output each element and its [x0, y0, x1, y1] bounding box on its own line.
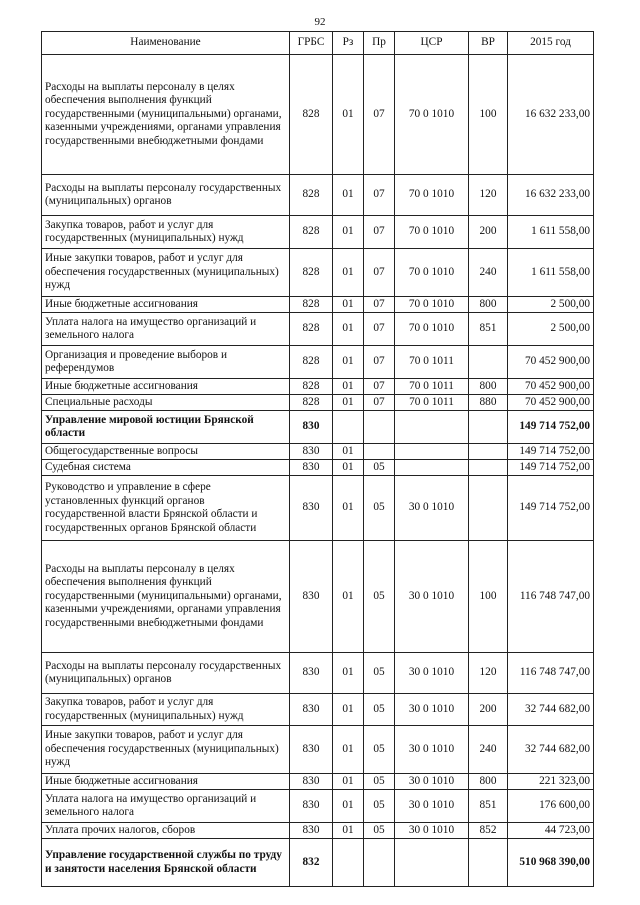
cell-name: Управление мировой юстиции Брянской области: [42, 411, 290, 444]
page-number: 92: [314, 16, 326, 28]
cell-rz: 01: [333, 379, 364, 395]
cell-amount: 116 748 747,00: [508, 541, 594, 653]
table-row: [42, 790, 594, 823]
cell-csr: 30 0 1010: [395, 541, 469, 653]
cell-csr: 30 0 1010: [395, 823, 469, 839]
cell-grbs: 830: [290, 411, 333, 444]
header-rz: Рз: [333, 32, 364, 55]
cell-rz: 01: [333, 175, 364, 216]
cell-vr: [469, 444, 508, 460]
cell-rz: 01: [333, 395, 364, 411]
cell-name: Организация и проведение выборов и референдумов: [42, 346, 290, 379]
cell-amount: 2 500,00: [508, 297, 594, 313]
cell-pr: 07: [364, 395, 395, 411]
cell-name: Уплата прочих налогов, сборов: [42, 823, 290, 839]
cell-name: Расходы на выплаты персоналу в целях обеспечения выполнения функций государственными (муниципальными) органами, казенными учреждениями, органами управления государственными внебюджетными фондами: [42, 541, 290, 653]
table-header-row: [42, 32, 594, 55]
cell-amount: 2 500,00: [508, 313, 594, 346]
cell-rz: 01: [333, 653, 364, 694]
cell-csr: 70 0 1010: [395, 55, 469, 175]
cell-amount: 149 714 752,00: [508, 411, 594, 444]
cell-amount: 32 744 682,00: [508, 726, 594, 774]
table-row: [42, 379, 594, 395]
cell-grbs: 830: [290, 823, 333, 839]
header-amount: 2015 год: [508, 32, 594, 55]
cell-vr: [469, 460, 508, 476]
cell-amount: 70 452 900,00: [508, 379, 594, 395]
cell-csr: [395, 444, 469, 460]
cell-vr: [469, 346, 508, 379]
cell-csr: 30 0 1010: [395, 726, 469, 774]
cell-rz: 01: [333, 726, 364, 774]
cell-rz: 01: [333, 823, 364, 839]
cell-amount: 16 632 233,00: [508, 175, 594, 216]
cell-vr: 851: [469, 790, 508, 823]
cell-name: Расходы на выплаты персоналу в целях обеспечения выполнения функций государственными (муниципальными) органами, казенными учреждениями, органами управления государственными внебюджетными фондами: [42, 55, 290, 175]
cell-name: Иные закупки товаров, работ и услуг для обеспечения государственных (муниципальных) нужд: [42, 726, 290, 774]
cell-rz: 01: [333, 460, 364, 476]
table-row: [42, 395, 594, 411]
cell-name: Расходы на выплаты персоналу государственных (муниципальных) органов: [42, 175, 290, 216]
table-row: [42, 823, 594, 839]
cell-pr: 05: [364, 823, 395, 839]
table-row: [42, 653, 594, 694]
cell-vr: 851: [469, 313, 508, 346]
cell-rz: 01: [333, 55, 364, 175]
cell-grbs: 830: [290, 790, 333, 823]
table-row: [42, 726, 594, 774]
cell-name: Специальные расходы: [42, 395, 290, 411]
cell-name: Закупка товаров, работ и услуг для государственных (муниципальных) нужд: [42, 694, 290, 726]
cell-csr: 70 0 1011: [395, 346, 469, 379]
cell-csr: 70 0 1010: [395, 313, 469, 346]
cell-pr: 07: [364, 297, 395, 313]
cell-rz: 01: [333, 313, 364, 346]
header-grbs: ГРБС: [290, 32, 333, 55]
cell-pr: 05: [364, 726, 395, 774]
cell-amount: 70 452 900,00: [508, 395, 594, 411]
cell-rz: 01: [333, 249, 364, 297]
cell-vr: 100: [469, 55, 508, 175]
cell-grbs: 828: [290, 346, 333, 379]
cell-amount: 149 714 752,00: [508, 476, 594, 541]
cell-pr: 07: [364, 249, 395, 297]
table-row: [42, 313, 594, 346]
cell-grbs: 828: [290, 175, 333, 216]
cell-csr: 30 0 1010: [395, 694, 469, 726]
cell-name: Иные бюджетные ассигнования: [42, 774, 290, 790]
cell-csr: 30 0 1010: [395, 790, 469, 823]
table-row: [42, 476, 594, 541]
cell-csr: 70 0 1010: [395, 175, 469, 216]
cell-pr: 07: [364, 313, 395, 346]
cell-vr: 800: [469, 774, 508, 790]
cell-rz: [333, 411, 364, 444]
cell-pr: 05: [364, 694, 395, 726]
cell-csr: 70 0 1011: [395, 395, 469, 411]
cell-pr: [364, 839, 395, 887]
cell-amount: 176 600,00: [508, 790, 594, 823]
cell-amount: 149 714 752,00: [508, 460, 594, 476]
cell-amount: 221 323,00: [508, 774, 594, 790]
cell-amount: 16 632 233,00: [508, 55, 594, 175]
cell-name: Уплата налога на имущество организаций и земельного налога: [42, 790, 290, 823]
cell-grbs: 828: [290, 249, 333, 297]
cell-grbs: 828: [290, 216, 333, 249]
cell-name: Управление государственной службы по труду и занятости населения Брянской области: [42, 839, 290, 887]
cell-grbs: 828: [290, 55, 333, 175]
table-row: [42, 55, 594, 175]
cell-grbs: 828: [290, 313, 333, 346]
cell-name: Руководство и управление в сфере установленных функций органов государственной власти Брянской области и государственных органов Брянской области: [42, 476, 290, 541]
cell-pr: 07: [364, 216, 395, 249]
cell-pr: 07: [364, 175, 395, 216]
header-name: Наименование: [42, 32, 290, 55]
cell-csr: [395, 411, 469, 444]
table-row: [42, 541, 594, 653]
cell-vr: [469, 411, 508, 444]
header-pr: Пр: [364, 32, 395, 55]
cell-name: Иные закупки товаров, работ и услуг для обеспечения государственных (муниципальных) нужд: [42, 249, 290, 297]
cell-csr: 70 0 1010: [395, 249, 469, 297]
cell-pr: 07: [364, 379, 395, 395]
cell-vr: 200: [469, 694, 508, 726]
cell-rz: 01: [333, 444, 364, 460]
cell-pr: 05: [364, 476, 395, 541]
header-vr: ВР: [469, 32, 508, 55]
cell-name: Иные бюджетные ассигнования: [42, 297, 290, 313]
cell-name: Расходы на выплаты персоналу государственных (муниципальных) органов: [42, 653, 290, 694]
cell-name: Общегосударственные вопросы: [42, 444, 290, 460]
cell-amount: 116 748 747,00: [508, 653, 594, 694]
cell-rz: 01: [333, 790, 364, 823]
cell-csr: 70 0 1010: [395, 297, 469, 313]
cell-grbs: 828: [290, 297, 333, 313]
table-row: [42, 839, 594, 887]
header-csr: ЦСР: [395, 32, 469, 55]
budget-table: [41, 31, 594, 887]
cell-pr: 05: [364, 460, 395, 476]
table-row: [42, 175, 594, 216]
cell-csr: 30 0 1010: [395, 653, 469, 694]
cell-rz: 01: [333, 541, 364, 653]
cell-rz: 01: [333, 297, 364, 313]
cell-pr: [364, 411, 395, 444]
cell-amount: 510 968 390,00: [508, 839, 594, 887]
cell-rz: 01: [333, 694, 364, 726]
cell-pr: [364, 444, 395, 460]
cell-vr: 880: [469, 395, 508, 411]
cell-pr: 05: [364, 653, 395, 694]
cell-name: Закупка товаров, работ и услуг для государственных (муниципальных) нужд: [42, 216, 290, 249]
cell-grbs: 830: [290, 653, 333, 694]
cell-csr: 70 0 1010: [395, 216, 469, 249]
cell-name: Иные бюджетные ассигнования: [42, 379, 290, 395]
cell-csr: 70 0 1011: [395, 379, 469, 395]
cell-vr: 240: [469, 249, 508, 297]
cell-rz: 01: [333, 346, 364, 379]
table-row: [42, 694, 594, 726]
cell-rz: [333, 839, 364, 887]
cell-grbs: 832: [290, 839, 333, 887]
cell-csr: 30 0 1010: [395, 476, 469, 541]
cell-rz: 01: [333, 774, 364, 790]
cell-grbs: 830: [290, 460, 333, 476]
cell-amount: 70 452 900,00: [508, 346, 594, 379]
cell-rz: 01: [333, 476, 364, 541]
cell-amount: 44 723,00: [508, 823, 594, 839]
cell-rz: 01: [333, 216, 364, 249]
cell-vr: 852: [469, 823, 508, 839]
cell-vr: 100: [469, 541, 508, 653]
cell-pr: 05: [364, 774, 395, 790]
table-row: [42, 444, 594, 460]
table-row: [42, 346, 594, 379]
cell-grbs: 828: [290, 379, 333, 395]
cell-pr: 07: [364, 55, 395, 175]
cell-grbs: 830: [290, 541, 333, 653]
cell-name: Судебная система: [42, 460, 290, 476]
table-row: [42, 411, 594, 444]
cell-pr: 07: [364, 346, 395, 379]
table-row: [42, 460, 594, 476]
cell-vr: 120: [469, 175, 508, 216]
cell-csr: [395, 460, 469, 476]
cell-csr: [395, 839, 469, 887]
cell-vr: 200: [469, 216, 508, 249]
cell-grbs: 830: [290, 694, 333, 726]
cell-vr: 240: [469, 726, 508, 774]
cell-vr: [469, 839, 508, 887]
cell-name: Уплата налога на имущество организаций и земельного налога: [42, 313, 290, 346]
cell-vr: 800: [469, 379, 508, 395]
table-row: [42, 297, 594, 313]
cell-pr: 05: [364, 541, 395, 653]
cell-grbs: 830: [290, 726, 333, 774]
cell-grbs: 830: [290, 476, 333, 541]
cell-vr: 120: [469, 653, 508, 694]
cell-csr: 30 0 1010: [395, 774, 469, 790]
table-row: [42, 774, 594, 790]
table-row: [42, 249, 594, 297]
cell-grbs: 830: [290, 444, 333, 460]
table-row: [42, 216, 594, 249]
cell-vr: 800: [469, 297, 508, 313]
cell-grbs: 828: [290, 395, 333, 411]
cell-vr: [469, 476, 508, 541]
cell-amount: 1 611 558,00: [508, 216, 594, 249]
cell-grbs: 830: [290, 774, 333, 790]
cell-pr: 05: [364, 790, 395, 823]
cell-amount: 1 611 558,00: [508, 249, 594, 297]
cell-amount: 149 714 752,00: [508, 444, 594, 460]
cell-amount: 32 744 682,00: [508, 694, 594, 726]
